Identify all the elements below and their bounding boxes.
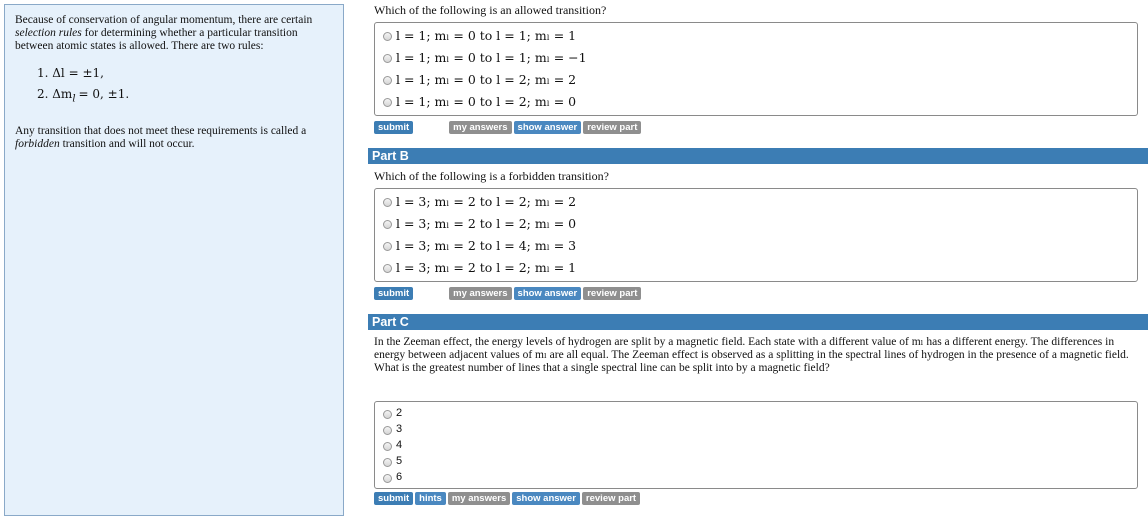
radio-icon[interactable] — [383, 474, 392, 483]
radio-icon[interactable] — [383, 54, 392, 63]
rule-1: 1. Δl = ±1, — [37, 66, 104, 80]
part-b-buttons — [374, 287, 643, 301]
review-part-button[interactable]: review part — [582, 492, 640, 505]
intro-text: Because of conservation of angular momentum, there are certain selection rules for determining whether a particular transition between atomic states is allowed. There are two rules: — [15, 14, 313, 52]
submit-button[interactable]: submit — [374, 121, 413, 134]
radio-icon[interactable] — [383, 220, 392, 229]
rule-2: 2. $\Delta m_l = 0$, ±1. — [37, 87, 130, 105]
radio-icon[interactable] — [383, 242, 392, 251]
problem-intro-panel — [4, 4, 344, 516]
part-b-choices — [374, 188, 1138, 282]
show-answer-button[interactable]: show answer — [514, 287, 582, 300]
part-a-choices — [374, 22, 1138, 116]
submit-button[interactable]: submit — [374, 492, 413, 505]
radio-icon[interactable] — [383, 458, 392, 467]
my-answers-button[interactable]: my answers — [449, 287, 511, 300]
part-c-choice-4[interactable]: 5 — [383, 453, 402, 469]
questions-area — [364, 0, 1148, 516]
rules-list — [37, 67, 333, 105]
part-b-question: Which of the following is a forbidden transition? — [374, 169, 609, 183]
my-answers-button[interactable]: my answers — [449, 121, 511, 134]
part-b-choice-2[interactable]: l = 3; mₗ = 2 to l = 2; mₗ = 0 — [383, 215, 576, 231]
radio-icon[interactable] — [383, 410, 392, 419]
part-b-choice-4[interactable]: l = 3; mₗ = 2 to l = 2; mₗ = 1 — [383, 259, 576, 275]
part-a-choice-2[interactable]: l = 1; mₗ = 0 to l = 1; mₗ = −1 — [383, 49, 587, 65]
part-b-choice-3[interactable]: l = 3; mₗ = 2 to l = 4; mₗ = 3 — [383, 237, 576, 253]
hints-button[interactable]: hints — [415, 492, 446, 505]
radio-icon[interactable] — [383, 76, 392, 85]
radio-icon[interactable] — [383, 442, 392, 451]
part-a-question: Which of the following is an allowed transition? — [374, 3, 607, 17]
radio-icon[interactable] — [383, 426, 392, 435]
part-c-choice-2[interactable]: 3 — [383, 421, 402, 437]
part-c-choice-3[interactable]: 4 — [383, 437, 402, 453]
submit-button[interactable]: submit — [374, 287, 413, 300]
my-answers-button[interactable]: my answers — [448, 492, 510, 505]
part-b-header[interactable]: Part B — [368, 148, 1148, 164]
part-c-choice-5[interactable]: 6 — [383, 469, 402, 485]
part-c-choices — [374, 401, 1138, 489]
part-c-choice-1[interactable]: 2 — [383, 405, 402, 421]
radio-icon[interactable] — [383, 98, 392, 107]
radio-icon[interactable] — [383, 264, 392, 273]
review-part-button[interactable]: review part — [583, 287, 641, 300]
show-answer-button[interactable]: show answer — [514, 121, 582, 134]
radio-icon[interactable] — [383, 32, 392, 41]
show-answer-button[interactable]: show answer — [512, 492, 580, 505]
review-part-button[interactable]: review part — [583, 121, 641, 134]
part-a-buttons — [374, 121, 643, 135]
forbidden-note: Any transition that does not meet these requirements is called a forbidden transition and will not occur. — [15, 125, 307, 151]
radio-icon[interactable] — [383, 198, 392, 207]
part-a-choice-1[interactable]: l = 1; mₗ = 0 to l = 1; mₗ = 1 — [383, 27, 576, 43]
part-c-buttons — [374, 492, 642, 506]
part-a-choice-4[interactable]: l = 1; mₗ = 0 to l = 2; mₗ = 0 — [383, 93, 576, 109]
part-c-header[interactable]: Part C — [368, 314, 1148, 330]
part-b-choice-1[interactable]: l = 3; mₗ = 2 to l = 2; mₗ = 2 — [383, 193, 576, 209]
part-a-choice-3[interactable]: l = 1; mₗ = 0 to l = 2; mₗ = 2 — [383, 71, 576, 87]
part-c-question: In the Zeeman effect, the energy levels of hydrogen are split by a magnetic field. Each state with a different value of mₗ has a different energy. The differences in energy between adjacent values of mₗ are all equal. The Zeeman effect is observed as a splitting in the spectral lines of hydrogen in the presence of a magnetic field. What is the greatest number of lines that a single spectral line can be split into by a magnetic field? — [374, 336, 1129, 374]
